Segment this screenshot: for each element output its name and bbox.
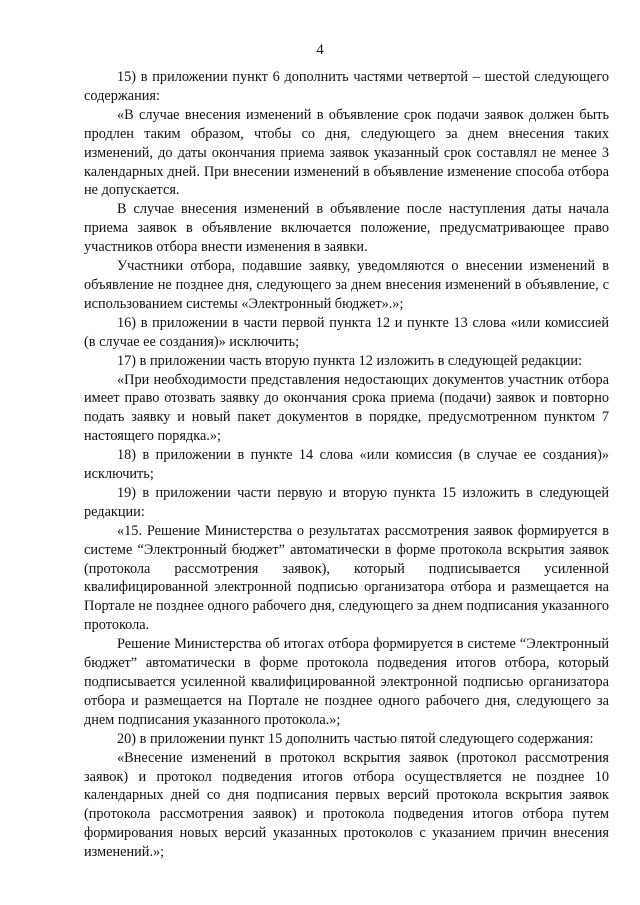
paragraph-quote-decision-results: Решение Министерства об итогах отбора формируется в системе “Электронный бюджет” автоматически в форме протокола подведения итогов отбора, который подписывается усиленной квалифицированной электронной подписью организатора отбора и размещается на Портале не позднее одного рабочего дня, следующего за днем подписания указанного протокола.»; (84, 636, 609, 728)
paragraph-quote-changes-after-start: В случае внесения изменений в объявление после наступления даты начала приема заявок в объявление включается положение, предусматривающее право участников отбора внести изменения в заявки. (84, 201, 609, 256)
paragraph-item-19: 19) в приложении части первую и вторую пункта 15 изложить в следующей редакции: (84, 484, 609, 520)
paragraph-item-15: 15) в приложении пункт 6 дополнить частями четвертой – шестой следующего содержания: (84, 69, 609, 104)
paragraph-quote-protocol-changes: «Внесение изменений в протокол вскрытия заявок (протокол рассмотрения заявок) и протокол подведения итогов отбора осуществляется не позднее 10 календарных дней со дня подписания первых версий протокола вскрытия заявок (протокола рассмотрения заявок) и протокола подведения итогов отбора путем формирования новых версий указанных протоколов с указанием причин внесения изменений.»; (84, 749, 609, 861)
paragraph-item-18: 18) в приложении в пункте 14 слова «или комиссия (в случае ее создания)» исключить; (84, 447, 609, 483)
paragraph-item-16: 16) в приложении в части первой пункта 12 и пункте 13 слова «или комиссией (в случае ее создания)» исключить; (84, 314, 609, 350)
paragraph-quote-notification: Участники отбора, подавшие заявку, уведомляются о внесении изменений в объявление не позднее дня, следующего за днем внесения изменений в объявление, с использованием системы «Электронный бюджет».»; (84, 258, 609, 312)
paragraph-quote-decision-review: «15. Решение Министерства о результатах рассмотрения заявок формируется в системе “Электронный бюджет” автоматически в форме протокола вскрытия заявок (протокола рассмотрения заявок), который подписывается усиленной квалифицированной электронной подписью организатора отбора и размещается на Портале не позднее одного рабочего дня, следующего за днем подписания указанного протокола. (84, 522, 609, 634)
paragraph-item-20: 20) в приложении пункт 15 дополнить частью пятой следующего содержания: (117, 730, 594, 747)
page-number: 4 (316, 42, 324, 58)
paragraph-item-17: 17) в приложении часть вторую пункта 12 изложить в следующей редакции: (117, 352, 583, 369)
paragraph-quote-deadline: «В случае внесения изменений в объявление срок подачи заявок должен быть продлен таким образом, чтобы со дня, следующего за днем внесения таких изменений, до даты окончания приема заявок указанный срок составлял не менее 3 календарных дней. При внесении изменений в объявление изменение способа отбора не допускается. (84, 106, 609, 199)
paragraph-quote-missing-documents: «При необходимости представления недостающих документов участник отбора имеет право отозвать заявку до окончания срока приема (подачи) заявок и повторно подать заявку и новый пакет документов в порядке, предусмотренном пунктом 7 настоящего порядка.»; (84, 371, 609, 445)
document-body (84, 68, 609, 862)
